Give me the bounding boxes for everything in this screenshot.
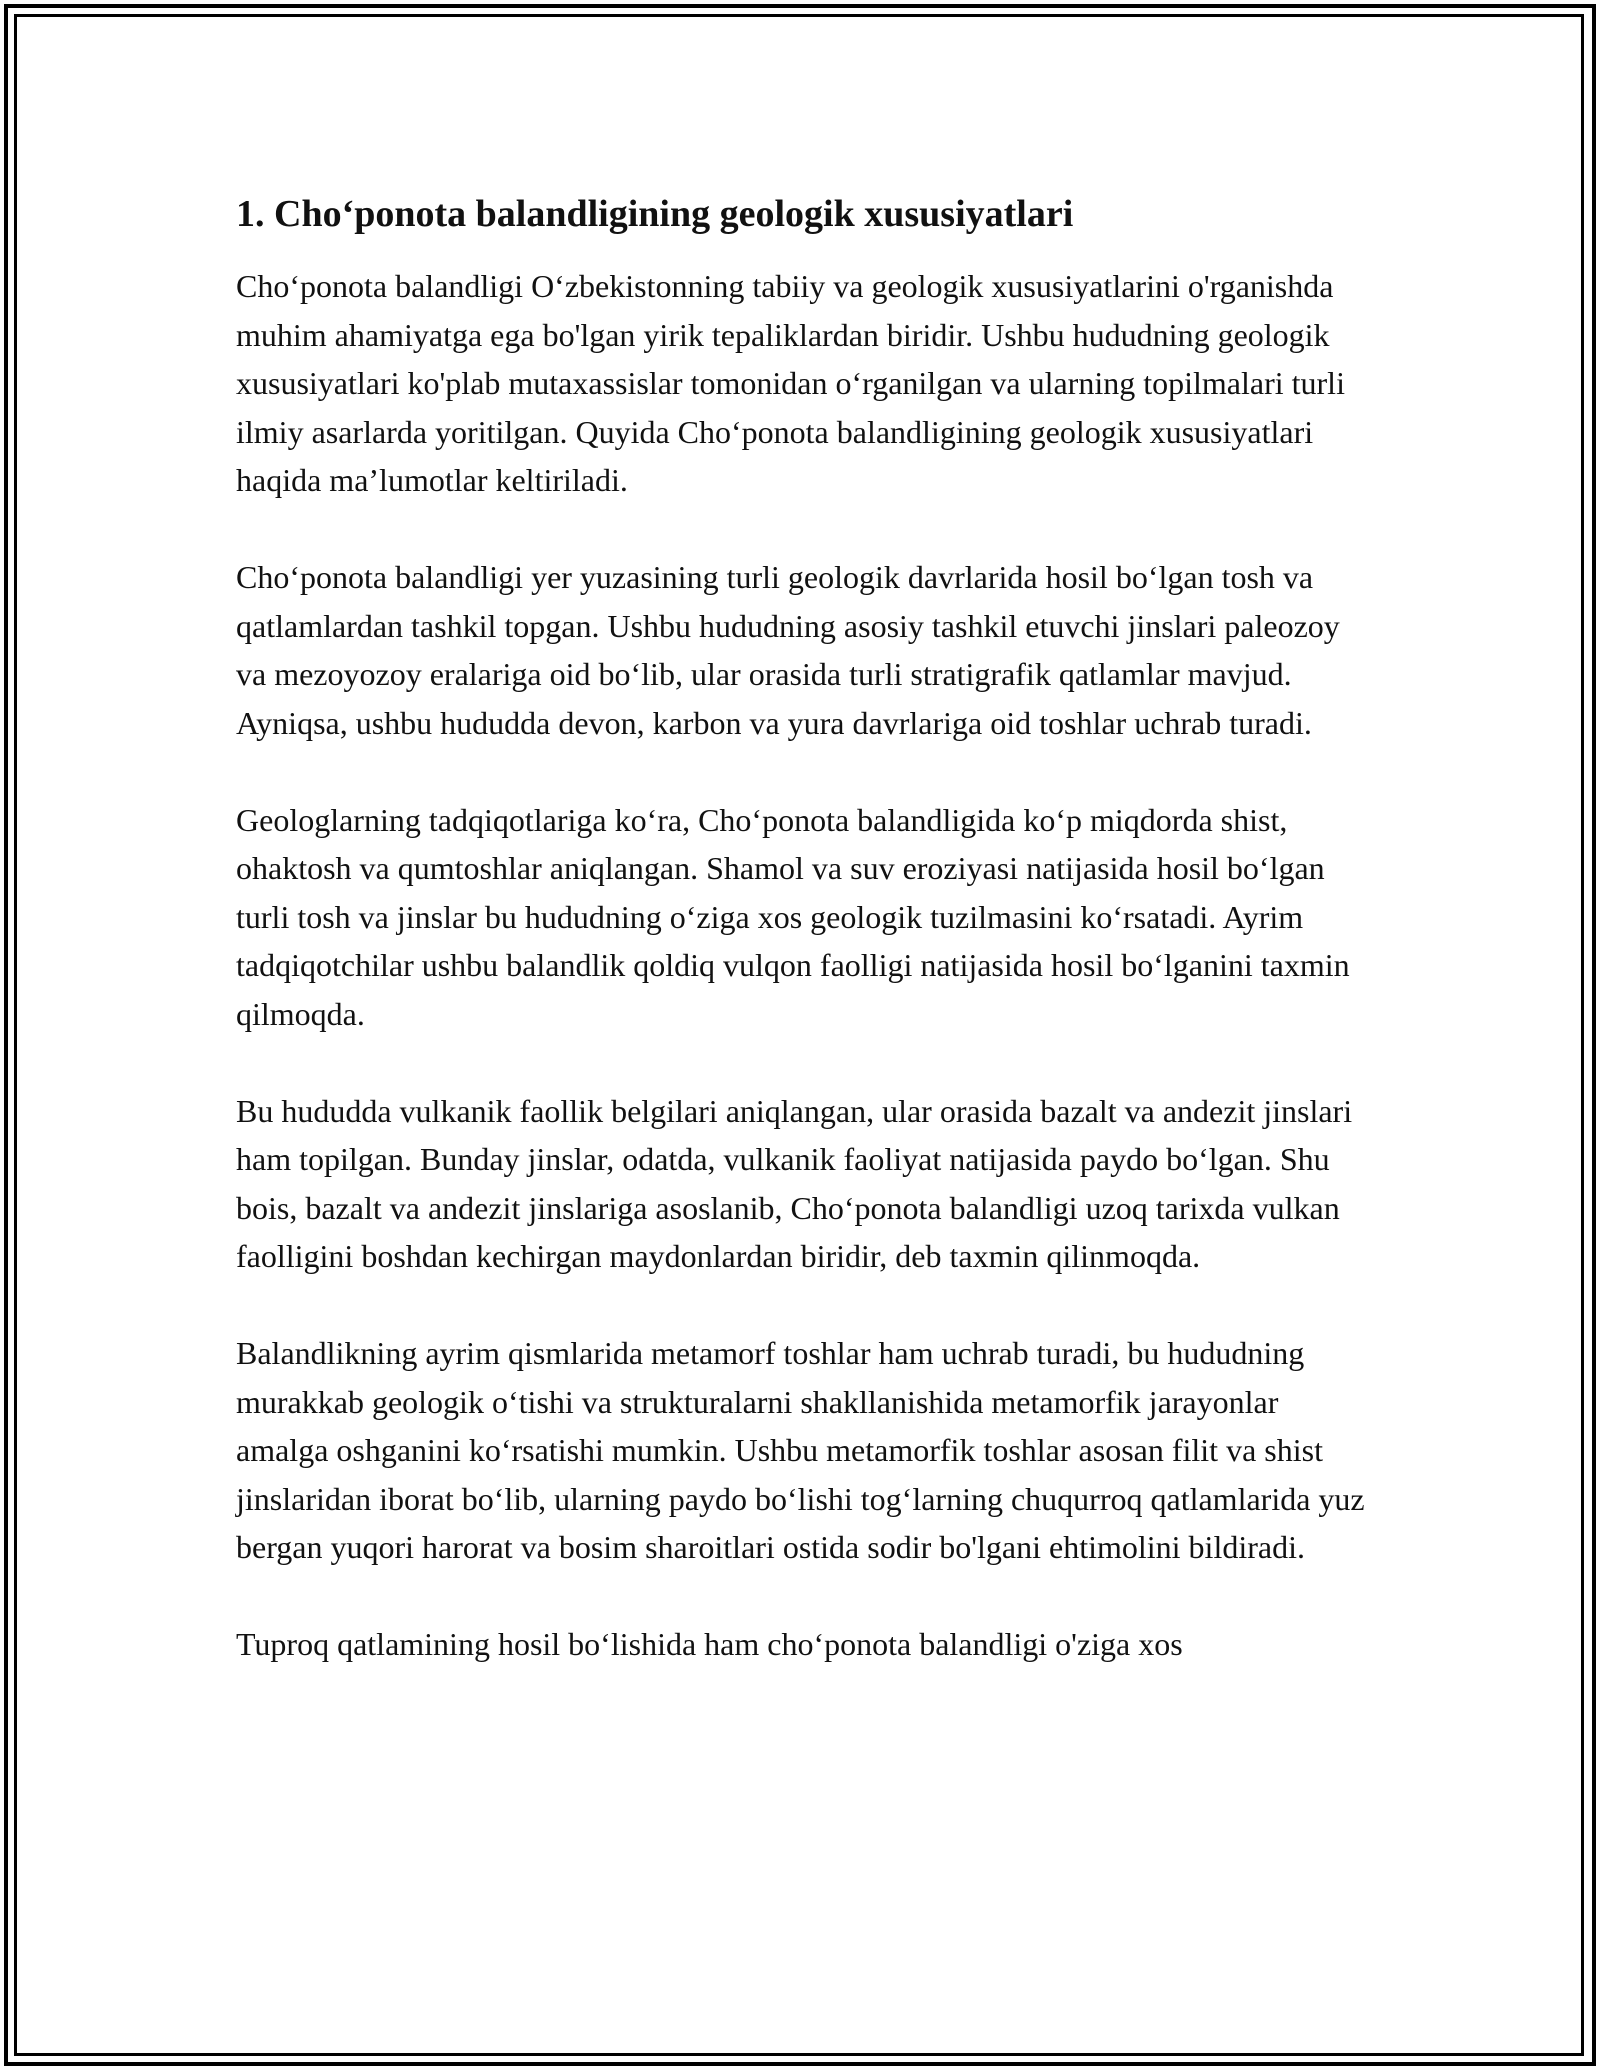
section-heading: 1. Cho‘ponota balandligining geologik xususiyatlari [236, 193, 1074, 235]
paragraph-3: Geologlarning tadqiqotlariga ko‘ra, Cho‘ponota balandligida ko‘p miqdorda shist, ohaktosh va qumtoshlar aniqlangan. Shamol va suv eroziyasi natijasida hosil bo‘lgan turli tosh va jinslar bu hududning o‘ziga xos geologik tuzilmasini ko‘rsatadi. Ayrim tadqiqotchilar ushbu balandlik qoldiq vulqon faolligi natijasida hosil bo‘lganini taxmin qilmoqda. [236, 801, 1350, 1032]
paragraph-1: Cho‘ponota balandligi O‘zbekistonning tabiiy va geologik xususiyatlarini o'rganishda muhim ahamiyatga ega bo'lgan yirik tepaliklardan biridir. Ushbu hududning geologik xususiyatlari ko'plab mutaxassislar tomonidan o‘rganilgan va ularning topilmalari turli ilmiy asarlarda yoritilgan. Quyida Cho‘ponota balandligining geologik xususiyatlari haqida ma’lumotlar keltiriladi. [236, 268, 1345, 498]
document-body [236, 186, 1376, 1669]
paragraph-6: Tuproq qatlamining hosil bo‘lishida ham cho‘ponota balandligi o'ziga xos [236, 1626, 1183, 1662]
paragraph-5: Balandlikning ayrim qismlarida metamorf toshlar ham uchrab turadi, bu hududning murakkab geologik o‘tishi va strukturalarni shakllanishida metamorfik jarayonlar amalga oshganini ko‘rsatishi mumkin. Ushbu metamorfik toshlar asosan filit va shist jinslaridan iborat bo‘lib, ularning paydo bo‘lishi tog‘larning chuqurroq qatlamlarida yuz bergan yuqori harorat va bosim sharoitlari ostida sodir bo'lgani ehtimolini bildiradi. [236, 1335, 1365, 1565]
paragraph-4: Bu hududda vulkanik faollik belgilari aniqlangan, ular orasida bazalt va andezit jinslari ham topilgan. Bunday jinslar, odatda, vulkanik faoliyat natijasida paydo bo‘lgan. Shu bois, bazalt va andezit jinslariga asoslanib, Cho‘ponota balandligi uzoq tarixda vulkan faolligini boshdan kechirgan maydonlardan biridir, deb taxmin qilinmoqda. [236, 1092, 1353, 1274]
paragraph-2: Cho‘ponota balandligi yer yuzasining turli geologik davrlarida hosil bo‘lgan tosh va qatlamlardan tashkil topgan. Ushbu hududning asosiy tashkil etuvchi jinslari paleozoy va mezoyozoy eralariga oid bo‘lib, ular orasida turli stratigrafik qatlamlar mavjud. Ayniqsa, ushbu hududda devon, karbon va yura davrlariga oid toshlar uchrab turadi. [236, 559, 1340, 741]
